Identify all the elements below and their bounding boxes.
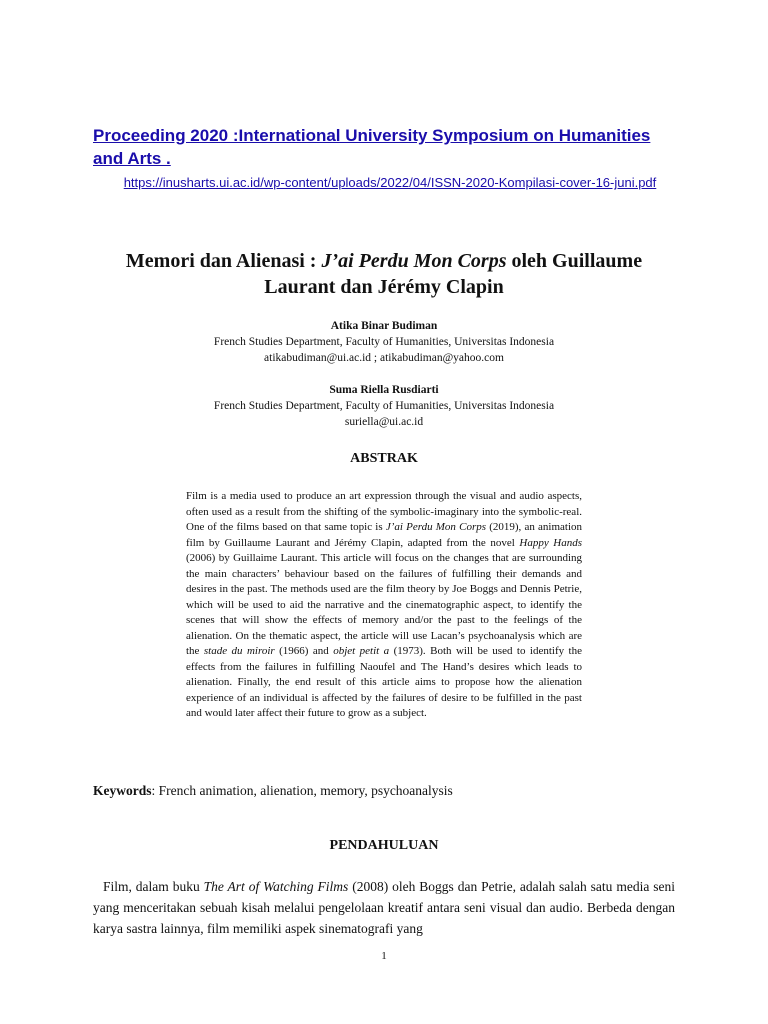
intro-heading: PENDAHULUAN — [329, 838, 439, 853]
author-name: Suma Riella Rusdiarti — [329, 384, 439, 396]
author-name: Atika Binar Budiman — [330, 320, 438, 332]
author-email: suriella@ui.ac.id — [344, 416, 424, 428]
abstract-text: Film is a media used to produce an art expression through the visual and audio aspects, often used as a result from the shifting of the symbolic-imaginary into the symbolic-real. One of the films based on that same topic is J’ai Perdu Mon Corps (2019), an animation film by Guillaume Laurant and Jérémy Clapin, adapted from the novel Happy Hands (2006) by Guillaime Laurant. This article will focus on the changes that are surrounding the main characters’ behaviour based on the failures of fulfilling their demands and desires in the past. The methods used are the film theory by Joe Boggs and Dennis Petrie, which will be used to aid the narrative and the cinematographic aspect, to identify the scenes that will show the effects of memory and/or the past to the feelings of the alienation. On the thematic aspect, the article will use Lacan’s psychoanalysis which are the stade du miroir (1966) and objet petit a (1973). Both will be used to identify the effects from the failures in fulfilling Naoufel and The Hand’s desires which leads to alienation. Finally, the end result of this article aims to propose how the alienation experience of an individual is affected by the failures of desire to be fulfilled in the past and would later affect their future to grow as a subject. — [186, 490, 583, 719]
proceeding-link[interactable]: Proceeding 2020 :International University Symposium on Humanities and Arts . — [93, 126, 651, 168]
intro-paragraph: Film, dalam buku The Art of Watching Films (2008) oleh Boggs dan Petrie, adalah salah satu media seni yang menceritakan sebuah kisah melalui pengelolaan kreatif antara seni visual dan audio. Berbeda dengan karya sastra lainnya, film memiliki aspek sinematografi yang — [93, 879, 675, 936]
keywords: Keywords: French animation, alienation, memory, psychoanalysis — [93, 783, 453, 798]
abstract-heading: ABSTRAK — [350, 451, 418, 466]
page-number: 1 — [381, 950, 387, 962]
paper-title: Memori dan Alienasi : J’ai Perdu Mon Corps oleh Guillaume Laurant dan Jérémy Clapin — [125, 250, 643, 298]
author-affiliation: French Studies Department, Faculty of Humanities, Universitas Indonesia — [213, 336, 555, 348]
author-block-1 — [90, 318, 678, 366]
author-block-2 — [90, 382, 678, 430]
author-email: atikabudiman@ui.ac.id ; atikabudiman@yahoo.com — [264, 352, 504, 364]
author-affiliation: French Studies Department, Faculty of Humanities, Universitas Indonesia — [213, 400, 555, 412]
pdf-url-link[interactable]: https://inusharts.ui.ac.id/wp-content/uploads/2022/04/ISSN-2020-Kompilasi-cover-16-juni.pdf — [123, 175, 657, 190]
